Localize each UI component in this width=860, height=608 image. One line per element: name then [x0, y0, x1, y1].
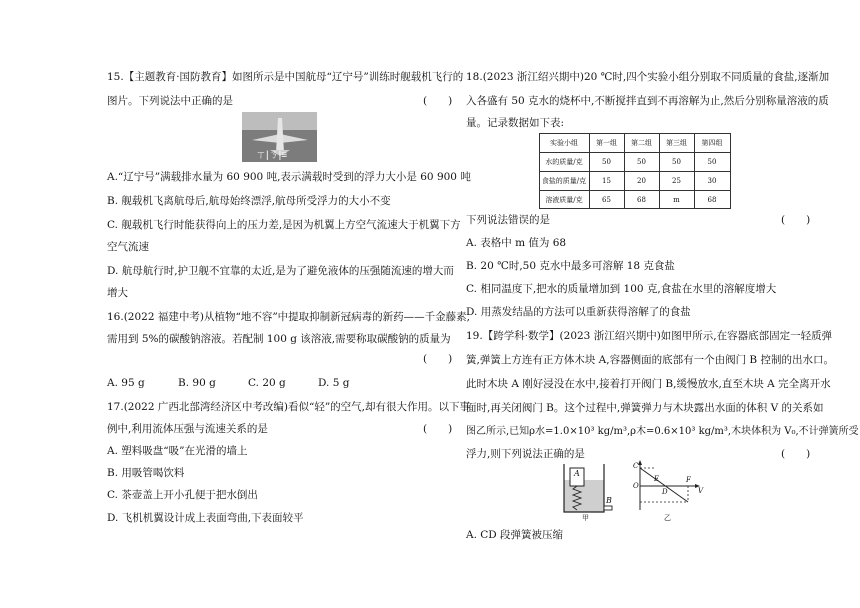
block-label-a: A: [574, 469, 580, 478]
q18-option-d: D. 用蒸发结晶的方法可以重新获得溶解了的食盐: [466, 306, 691, 318]
table-cell: 65: [602, 196, 611, 204]
table-header-cell: 实验小组: [550, 139, 578, 147]
q16-answer-paren: ( ): [423, 353, 453, 365]
q18-option-c: C. 相同温度下,把水的质量增加到 100 克,食盐在水里的溶解度增大: [466, 283, 777, 295]
q18-stem-line2: 入各盛有 50 克水的烧杯中,不断搅拌直到不再溶解为止,然后分别称量溶液的质: [466, 95, 829, 107]
q15-option-c-line2: 空气流速: [107, 241, 149, 253]
table-cell: 30: [707, 177, 717, 185]
q19-stem-line4: 面时,再关闭阀门 B。这个过程中,弹簧弹力与木块露出水面的体积 V 的关系如: [466, 402, 824, 414]
q17-option-a: A. 塑料吸盘“吸”在光滑的墙上: [107, 445, 248, 457]
table-cell: 水的质量/克: [545, 158, 583, 166]
origin-label-o: O: [633, 482, 639, 490]
table-cell: 68: [637, 196, 646, 204]
table-header-cell: 第三组: [666, 139, 687, 147]
q16-option-a: A. 95 g: [107, 377, 145, 389]
q15-option-d-line1: D. 航母航行时,护卫舰不宜靠的太近,是为了避免液体的压强随流速的增大而: [107, 265, 454, 277]
q19-stem-line2: 簧,弹簧上方连有正方体木块 A,容器侧面的底部有一个由阀门 B 控制的出水口。: [466, 354, 834, 366]
table-cell: 68: [707, 196, 717, 204]
valve-label-b: B: [606, 496, 612, 505]
table-cell: 50: [602, 158, 611, 166]
q19-answer-paren: ( ): [781, 448, 811, 460]
point-label-f: F: [686, 476, 691, 484]
axis-label-v: V: [698, 487, 704, 495]
aircraft-photo: [242, 112, 317, 162]
table-header-cell: 第一组: [596, 139, 617, 147]
q17-stem-line2: 例中,利用流体压强与流速关系的是: [107, 423, 268, 435]
salt-solubility-table: [539, 133, 731, 209]
table-cell: 溶液质量/克: [545, 196, 583, 204]
table-cell: 20: [637, 177, 646, 185]
figure-jia-container: [556, 462, 616, 520]
figure-label-jia: 甲: [582, 514, 589, 522]
q16-option-c: C. 20 g: [248, 377, 286, 389]
q16-stem-line2: 需用到 5%的碳酸钠溶液。若配制 100 g 该溶液,需要称取碳酸钠的质量为: [107, 333, 451, 345]
q16-option-d: D. 5 g: [318, 377, 350, 389]
q19-stem-line1: 19.【跨学科·数学】(2023 浙江绍兴期中)如图甲所示,在容器底部固定一轻质弹: [466, 330, 833, 342]
q15-option-c-line1: C. 舰载机飞行时能获得向上的压力差,是因为机翼上方空气流速大于机翼下方: [107, 219, 461, 231]
q17-answer-paren: ( ): [423, 423, 453, 435]
q17-option-c: C. 茶壶盖上开小孔便于把水倒出: [107, 489, 258, 501]
svg-text:ㄒ|ㄋ|≡: ㄒ|ㄋ|≡: [256, 150, 288, 161]
figure-label-yi: 乙: [664, 514, 671, 522]
point-label-d: D: [662, 488, 668, 496]
q16-stem-line1: 16.(2022 福建中考)从植物“地不容”中提取抑制新冠病毒的新药——千金藤素,: [107, 311, 471, 323]
table-cell: 25: [672, 177, 681, 185]
q17-stem-line1: 17.(2022 广西北部湾经济区中考改编)看似“轻”的空气,却有很大作用。以下事: [107, 401, 471, 413]
q19-stem-line3: 此时木块 A 刚好浸没在水中,接着打开阀门 B,缓慢放水,直至木块 A 完全离开水: [466, 378, 831, 390]
q18-stem-line1: 18.(2023 浙江绍兴期中)20 ℃时,四个实验小组分别取不同质量的食盐,逐渐加: [466, 71, 830, 83]
q18-option-a: A. 表格中 m 值为 68: [466, 237, 567, 249]
q18-stem-line3: 量。记录数据如下表:: [466, 117, 565, 129]
q16-option-b: B. 90 g: [178, 377, 216, 389]
table-header-cell: 第二组: [631, 139, 652, 147]
table-cell: 50: [707, 158, 717, 166]
q15-stem-line1: 15.【主题教育·国防教育】如图所示是中国航母“辽宁号”训练时舰载机飞行的: [107, 71, 464, 83]
q15-stem-line2: 图片。下列说法中正确的是: [107, 95, 233, 107]
table-cell: 15: [602, 177, 611, 185]
q18-option-b: B. 20 ℃时,50 克水中最多可溶解 18 克食盐: [466, 260, 675, 272]
q15-option-b: B. 舰载机飞离航母后,航母始终漂浮,航母所受浮力的大小不变: [107, 195, 391, 207]
table-header-cell: 第四组: [701, 139, 723, 147]
q15-option-a: A.“辽宁号”满载排水量为 60 900 吨,表示满载时受到的浮力大小是 60 900 吨: [107, 171, 471, 183]
q15-option-d-line2: 增大: [107, 287, 128, 299]
q17-option-b: B. 用吸管喝饮料: [107, 467, 185, 479]
q19-option-a: A. CD 段弹簧被压缩: [466, 529, 564, 541]
q18-stem-question: 下列说法错误的是: [466, 214, 550, 226]
figure-yi-graph: [628, 458, 708, 522]
q19-stem-line5: 图乙所示,已知ρ水=1.0×10³ kg/m³,ρ木=0.6×10³ kg/m³,木块体积为 V₀,不计弹簧所受: [466, 426, 859, 437]
table-cell: 50: [672, 158, 681, 166]
q17-option-d: D. 飞机机翼设计成上表面弯曲,下表面较平: [107, 512, 304, 524]
point-label-e: E: [654, 475, 660, 483]
table-cell: m: [673, 196, 680, 204]
table-cell: 50: [637, 158, 646, 166]
q18-answer-paren: ( ): [781, 214, 811, 226]
q15-answer-paren: ( ): [423, 95, 453, 107]
point-label-c: C: [633, 462, 639, 470]
table-cell: 食盐的质量/克: [541, 177, 587, 185]
q19-stem-line6: 浮力,则下列说法正确的是: [466, 448, 585, 460]
